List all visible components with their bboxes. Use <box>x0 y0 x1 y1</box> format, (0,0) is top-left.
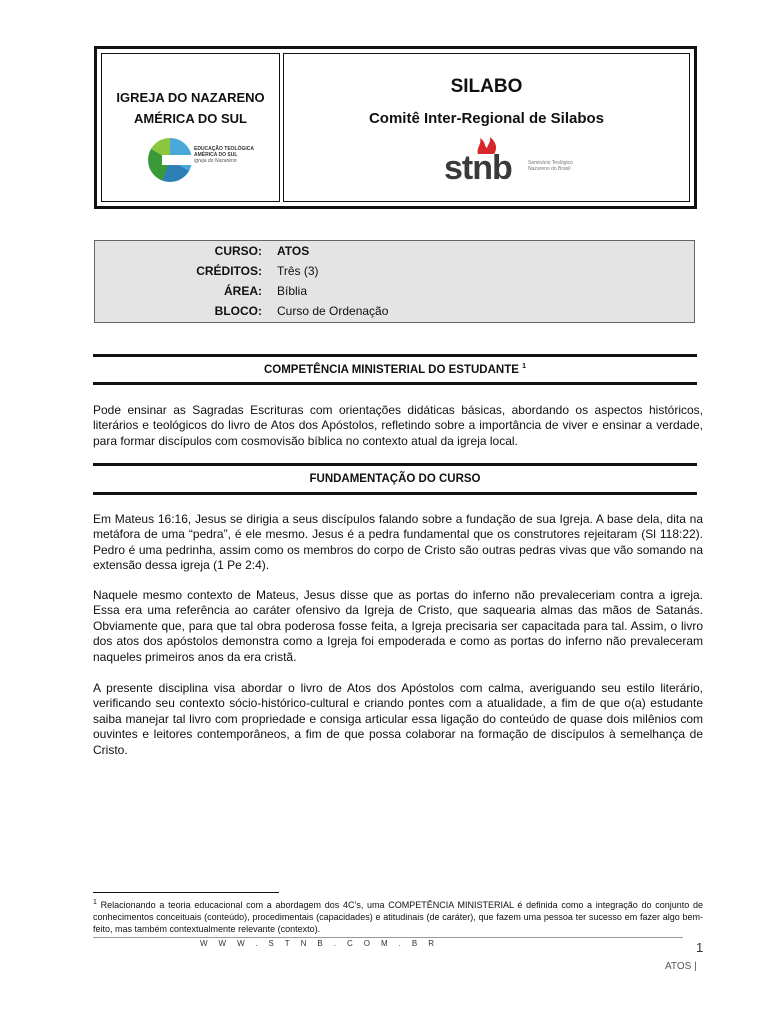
org-name-line2: AMÉRICA DO SUL <box>134 111 247 126</box>
block-row <box>95 304 694 324</box>
competencia-heading <box>93 363 697 376</box>
area-label: ÁREA: <box>224 284 262 298</box>
competencia-text: Pode ensinar as Sagradas Escrituras com orientações didáticas básicas, abordando os aspectos históricos, literários e teológicos do livro de Atos dos Apóstolos, refletindo sobre a importância de viver e ensinar a verdade, para formar discípulos com cosmovisão bíblica no contexto atual da igreja local. <box>93 403 703 448</box>
edu-logo-text3: Igreja do Nazareno <box>194 158 237 164</box>
fundamentacao-paragraph: Naquele mesmo contexto de Mateus, Jesus disse que as portas do inferno não prevaleceriam contra a igreja. Essa era uma referência ao caráter ofensivo da Igreja de Cristo, que saquearia almas das mãos de Satanás. Obviamente que, para que tal obra poderosa fosse feita, a Igreja precisaria ser capacitada para tal. Assim, o livro dos atos dos apóstolos demonstra como a Igreja foi empoderada e como as portas do inferno não prevaleceram naqueles primeiros anos da era cristã. <box>93 588 703 664</box>
header-box <box>94 46 697 209</box>
edu-logo-text2: AMÉRICA DO SUL <box>194 152 238 158</box>
education-logo-icon <box>148 138 192 182</box>
stnb-wordmark: stnb <box>444 149 512 187</box>
footer-rule <box>93 937 683 938</box>
footer-label: ATOS | <box>665 961 697 972</box>
edu-logo-text1: EDUCAÇÃO TEOLÓGICA <box>194 146 254 152</box>
fundamentacao-heading: FUNDAMENTAÇÃO DO CURSO <box>309 473 481 485</box>
competencia-heading-text: COMPETÊNCIA MINISTERIAL DO ESTUDANTE <box>263 363 519 376</box>
fundamentacao-paragraph: Em Mateus 16:16, Jesus se dirigia a seus discípulos falando sobre a fundação de sua Igreja. A base dela, dita na metáfora de uma “pedra”, é ele mesmo. Jesus é a pedra fundamental que os construtores rejeitaram (Sl 118:22). Pedro é uma pedrinha, assim como os membros do corpo de Cristo são outras pedras vivas que vão somando na extensão dessa igreja (1 Pe 2:4). <box>93 512 703 573</box>
course-value: ATOS <box>277 244 310 258</box>
footnote-mark: 1 <box>93 899 97 906</box>
organization-panel <box>101 53 280 202</box>
document-subtitle: Comitê Inter-Regional de Silabos <box>368 110 605 127</box>
credits-label: CRÉDITOS: <box>196 264 262 278</box>
footer-url: WWW.STNB.COM.BR <box>200 939 445 948</box>
block-label: BLOCO: <box>214 304 262 318</box>
footnote-reference: 1 <box>522 363 527 370</box>
area-row <box>95 284 694 304</box>
section-rule <box>93 492 697 495</box>
document-title: SILABO <box>450 76 523 97</box>
education-logo <box>148 138 268 194</box>
course-label: CURSO: <box>214 244 262 258</box>
course-info-box <box>94 240 695 323</box>
footnote-text: Relacionando a teoria educacional com a abordagem dos 4C’s, uma COMPETÊNCIA MINISTERIAL é definida como a integração do conjunto de conhecimentos conceituais (conteúdo), procedimentais (capacidades) e atitudinais (de caráter), que fazem uma pessoa ter sucesso em fazer algo bem-feito, mas também contextualmente relevante (contexto). <box>93 900 703 934</box>
section-rule <box>93 463 697 466</box>
credits-row <box>95 264 694 284</box>
section-rule <box>93 382 697 385</box>
fundamentacao-paragraph: A presente disciplina visa abordar o livro de Atos dos Apóstolos com calma, averiguando seu estilo literário, verificando seu contexto sócio-histórico-cultural e criando pontes com a atualidade, a fim de que o(a) estudante saiba manejar tal livro com propriedade e consiga articular essa ligação do conteúdo de quase dois milênios com ouvintes e leitores contemporâneos, a fim de que possa colaborar na formação de discípulos à semelhança de Cristo. <box>93 681 703 757</box>
course-row <box>95 244 694 264</box>
org-name-line1: IGREJA DO NAZARENO <box>116 90 265 105</box>
area-value: Bíblia <box>277 284 308 298</box>
stnb-logo <box>444 136 584 186</box>
block-value: Curso de Ordenação <box>277 304 389 318</box>
page-number: 1 <box>696 940 704 955</box>
footnote-rule <box>93 892 279 893</box>
footnote <box>93 897 703 935</box>
credits-value: Três (3) <box>277 264 319 278</box>
title-panel <box>283 53 690 202</box>
stnb-tagline: Seminário Teológico Nazareno do Brasil <box>528 160 573 172</box>
section-rule <box>93 354 697 357</box>
